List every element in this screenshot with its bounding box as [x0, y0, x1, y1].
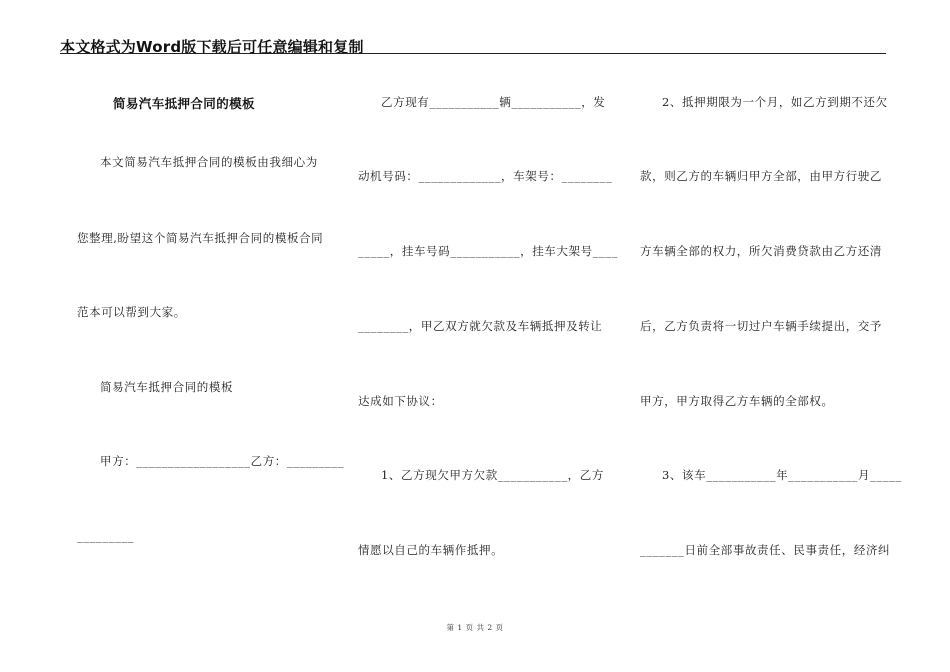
col2-line-3: _____，挂车号码___________，挂车大架号____ [358, 244, 619, 258]
col3-line-7: _______日前全部事故责任、民事责任，经济纠 [640, 543, 891, 557]
col3-line-5: 甲方，甲方取得乙方车辆的全部权。 [640, 394, 834, 408]
col3-line-4: 后，乙方负责将一切过户车辆手续提出，交予 [640, 319, 882, 333]
col3-line-1: 2、抵押期限为一个月，如乙方到期不还欠 [662, 95, 888, 109]
header-divider [60, 53, 886, 54]
col2-line-7: 情愿以自己的车辆作抵押。 [358, 543, 504, 557]
parties-line: 甲方：__________________乙方：_________ [100, 454, 345, 468]
document-title: 简易汽车抵押合同的模板 [113, 96, 255, 111]
col2-line-5: 达成如下协议： [358, 394, 443, 408]
col2-line-1: 乙方现有___________辆___________，发 [381, 95, 606, 109]
col2-line-6: 1、乙方现欠甲方欠款___________，乙方 [381, 468, 604, 482]
document-header-banner: 本文格式为Word版下载后可任意编辑和复制 [60, 38, 364, 56]
blank-line: _________ [77, 529, 135, 543]
page-number: 第 1 页 共 2 页 [446, 623, 504, 632]
col3-line-3: 方车辆全部的权力，所欠消费贷款由乙方还清 [640, 244, 882, 258]
intro-line-1: 本文简易汽车抵押合同的模板由我细心为 [100, 155, 318, 169]
col3-line-2: 款，则乙方的车辆归甲方全部，由甲方行驶乙 [640, 169, 882, 183]
intro-line-2: 您整理,盼望这个简易汽车抵押合同的模板合同 [77, 231, 324, 245]
intro-line-3: 范本可以帮到大家。 [77, 305, 186, 319]
contract-subtitle: 简易汽车抵押合同的模板 [100, 380, 234, 394]
col3-line-6: 3、该车___________年___________月_____ [662, 468, 902, 482]
col2-line-2: 动机号码：_____________，车架号：________ [358, 169, 613, 183]
col2-line-4: ________，甲乙双方就欠款及车辆抵押及转让 [358, 319, 603, 333]
